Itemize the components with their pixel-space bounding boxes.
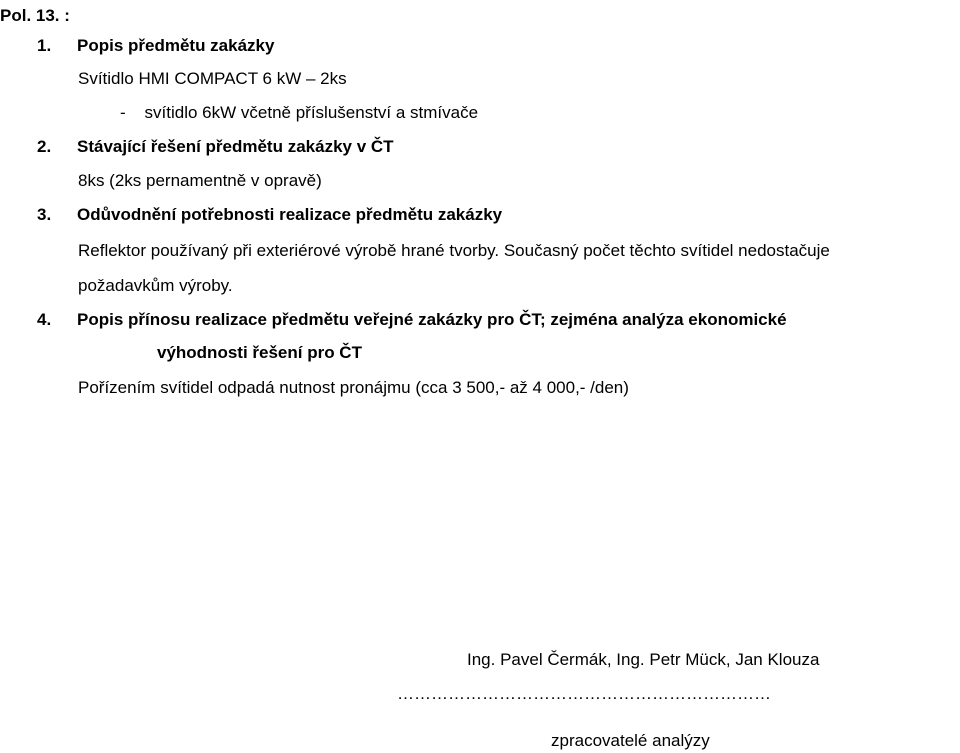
section-number: 3.: [37, 205, 52, 224]
signature-dots: …………………………………………………………: [397, 684, 771, 703]
section-4-heading-continued: výhodnosti řešení pro ČT: [157, 343, 362, 362]
section-heading-text: Stávající řešení předmětu zakázky v ČT: [77, 137, 394, 156]
section-1-body-line: - svítidlo 6kW včetně příslušenství a stmívače: [120, 103, 479, 122]
section-heading-text: Odůvodnění potřebnosti realizace předmětu zakázky: [77, 205, 503, 224]
section-3-body-line: požadavkům výroby.: [78, 276, 233, 295]
section-number: 2.: [37, 137, 52, 156]
section-number: 1.: [37, 36, 52, 55]
signature-names: Ing. Pavel Čermák, Ing. Petr Mück, Jan Klouza: [467, 650, 820, 669]
section-4-heading: [37, 310, 787, 330]
section-2-body-line: 8ks (2ks pernamentně v opravě): [78, 171, 322, 190]
section-2-heading: [37, 137, 394, 157]
signature-role: zpracovatelé analýzy: [551, 731, 710, 750]
section-heading-text: Popis přínosu realizace předmětu veřejné zakázky pro ČT; zejména analýza ekonomické: [77, 310, 787, 329]
section-4-body-line: Pořízením svítidel odpadá nutnost pronájmu (cca 3 500,- až 4 000,- /den): [78, 378, 629, 397]
section-number: 4.: [37, 310, 52, 329]
section-1-heading: [37, 36, 274, 56]
page-title: Pol. 13. :: [0, 6, 70, 25]
section-3-body-line: Reflektor používaný při exteriérové výrobě hrané tvorby. Současný počet těchto svítidel nedostačuje: [78, 241, 830, 260]
section-3-heading: [37, 205, 502, 225]
section-1-body-line: Svítidlo HMI COMPACT 6 kW – 2ks: [78, 69, 347, 88]
section-heading-text: Popis předmětu zakázky: [77, 36, 275, 55]
